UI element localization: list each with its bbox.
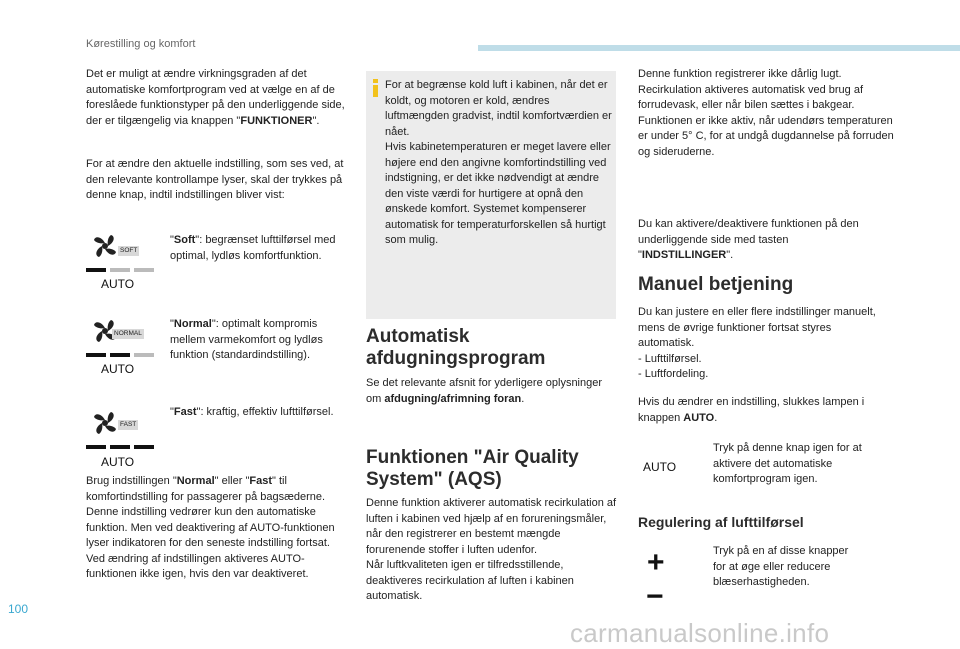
mode-badge-normal: NORMAL bbox=[114, 330, 142, 337]
heading-aqs: Funktionen "Air Quality System" (AQS) bbox=[366, 447, 579, 490]
defog-paragraph: Se det relevante afsnit for yderligere oplysninger om afdugning/afrimning foran. bbox=[366, 377, 603, 405]
intro-paragraph-2: For at ændre den aktuelle indstilling, som ses ved, at den relevante kontrollampe lyser, skal der trykkes på denne knap, indtil indstillingen bliver vist: bbox=[86, 158, 344, 201]
settings-paragraph: Du kan aktivere/deaktivere funktionen på den underliggende side med tasten "INDSTILLINGER". bbox=[638, 218, 859, 261]
plus-icon: + bbox=[647, 546, 665, 579]
mode-fast-description: "Fast": kraftig, effektiv lufttilførsel. bbox=[170, 406, 334, 418]
heading-airflow: Regulering af lufttilførsel bbox=[638, 514, 804, 530]
heading-defog: Automatisk afdugningsprogram bbox=[366, 326, 546, 369]
airflow-bullet-text: Tryk på en af disse knapper for at øge eller reducere blæserhastigheden. bbox=[713, 545, 849, 588]
heading-manual: Manuel betjening bbox=[638, 274, 794, 295]
fan-icon bbox=[92, 410, 118, 436]
level-bars bbox=[86, 268, 156, 272]
header-bar bbox=[478, 45, 960, 51]
level-bars bbox=[86, 353, 156, 357]
intro-paragraph-1: Det er muligt at ændre virkningsgraden af det automatiske komfortprogram ved at vælge en af de foreslåede funktionstyper på den underliggende side, der er tilgængelig via knappen "FUNKTIONER". bbox=[86, 68, 345, 127]
watermark: carmanualsonline.info bbox=[570, 618, 830, 648]
section-title: Kørestilling og komfort bbox=[86, 38, 196, 50]
info-text: For at begrænse kold luft i kabinen, når det er koldt, og motoren er kold, ændres luftmængden gradvist, indtil komfortværdien er nået. Hvis kabinetemperaturen er meget lavere eller højere end den angivne komfortindstilling ved indstigning, er det ikke nødvendigt at ændre den viste værdi for hurtigere at opnå den ønskede komfort. Systemet kompenserer automatisk for temperaturforskellen så hurtigt som mulig. bbox=[385, 79, 612, 246]
auto-label: AUTO bbox=[101, 455, 135, 469]
aqs-paragraph: Denne funktion aktiverer automatisk recirkulation af luften i kabinen ved hjælp af en forureningsmåler, når den registrerer en bestemt mængde forurenende stoffer i luften udenfor. Når luftkvaliteten igen er tilfredsstillende, deaktiveres recirkulation af luften i kabinen automatisk. bbox=[366, 497, 617, 602]
mode-badge-fast: FAST bbox=[120, 421, 137, 428]
recirc-paragraph: Denne funktion registrerer ikke dårlig lugt. Recirkulation aktiveres automatisk ved brug af forrudevask, eller når bilen sættes i bakgear. Funktionen er ikke aktiv, når udendørs temperaturen er under 5° C, for at undgå dugdannelse på forruden og sideruderne. bbox=[638, 68, 894, 158]
info-box bbox=[366, 71, 616, 319]
mode-soft-description: "Soft": begrænset lufttilførsel med optimal, lydløs komfortfunktion. bbox=[170, 234, 336, 262]
fan-icon bbox=[92, 233, 118, 259]
info-icon bbox=[372, 79, 379, 97]
manual-paragraph: Du kan justere en eller flere indstillinger manuelt, mens de øvrige funktioner fortsat styres automatisk. - Lufttilførsel. - Luftfordeling. bbox=[638, 306, 876, 380]
mode-normal-description: "Normal": optimalt kompromis mellem varmekomfort og lydløs funktion (standardindstilling). bbox=[170, 318, 323, 361]
level-bars bbox=[86, 445, 156, 449]
auto-label: AUTO bbox=[101, 362, 135, 376]
manual-paragraph-2: Hvis du ændrer en indstilling, slukkes lampen i knappen AUTO. bbox=[638, 396, 865, 424]
auto-bullet-text: Tryk på denne knap igen for at aktivere det automatiske komfortprogram igen. bbox=[713, 442, 862, 485]
mode-badge-soft: SOFT bbox=[120, 247, 138, 254]
usage-paragraph: Brug indstillingen "Normal" eller "Fast" til komfortindstilling for passagerer på bagsæderne. Denne indstilling vedrører kun den automatiske funktion. Men ved deaktivering af AUTO-funktionen lyser indikatoren for den seneste indstilling fortsat. Ved ændring af indstillingen aktiveres AUTO-funktionen ikke igen, hvis den var deaktiveret. bbox=[86, 475, 335, 580]
page-number: 100 bbox=[8, 602, 29, 616]
minus-icon: − bbox=[646, 580, 664, 613]
auto-button-icon: AUTO bbox=[643, 460, 677, 474]
auto-label: AUTO bbox=[101, 277, 135, 291]
